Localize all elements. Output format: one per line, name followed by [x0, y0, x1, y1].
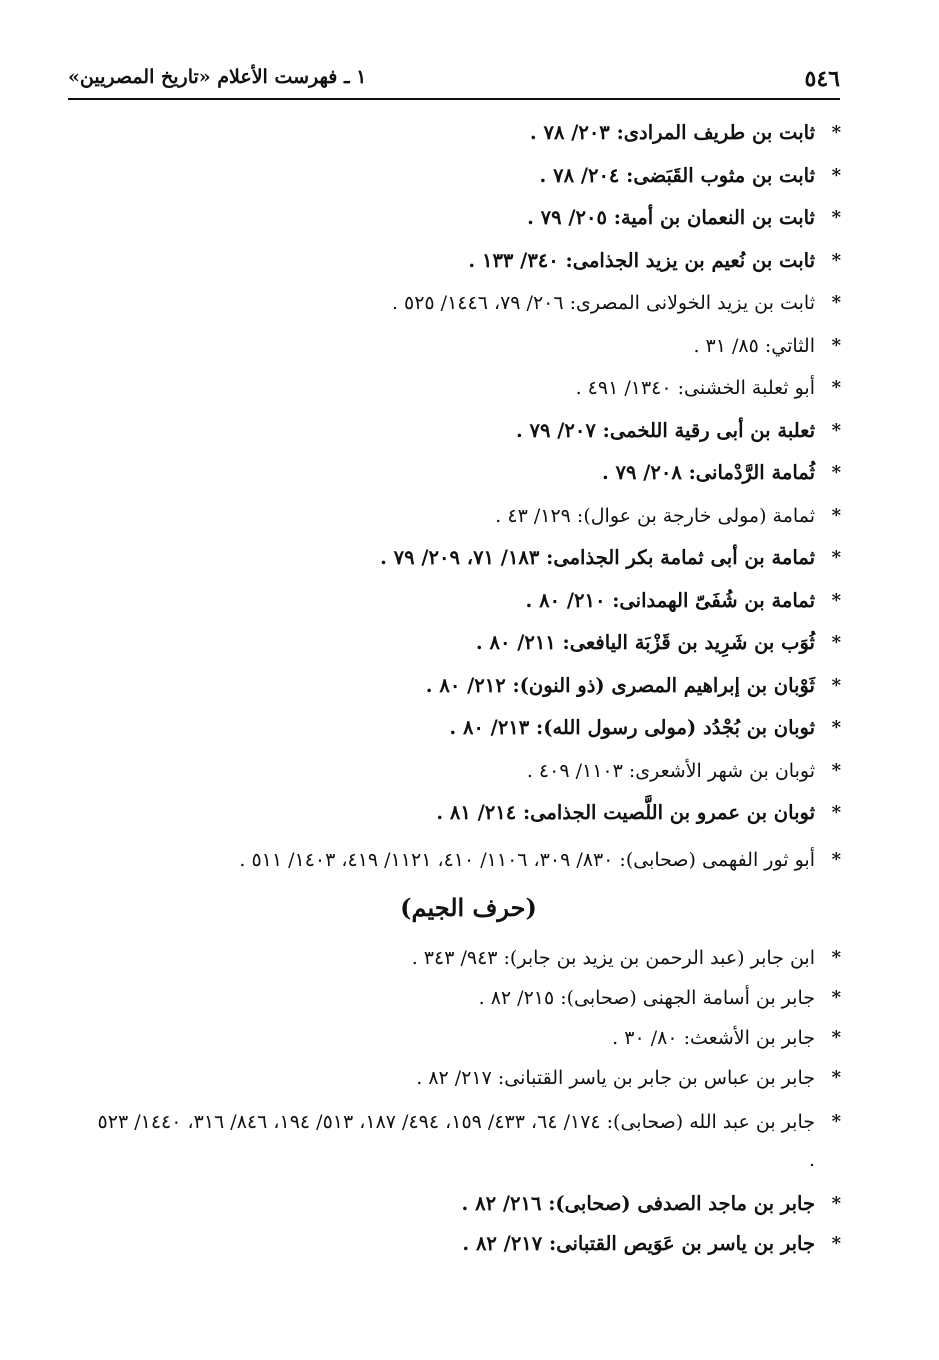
index-entry [96, 288, 841, 318]
entry-text: أبو ثور الفهمى (صحابى): ٨٣٠/ ٣٠٩، ١١٠٦/ ٤١٠، ١١٢١/ ٤١٩، ١٤٠٣/ ٥١١ . [239, 848, 815, 871]
index-entry [96, 671, 841, 701]
bullet-icon: * [831, 946, 841, 968]
bullet-icon: * [831, 292, 841, 313]
index-entry [96, 628, 841, 658]
entry-text: جابر بن عبد الله (صحابى): ١٧٤/ ٦٤، ٤٣٣/ ١٥٩، ٤٩٤/ ١٨٧، ٥١٣/ ١٩٤، ٨٤٦/ ٣١٦، ١٤٤٠/ ٥٢٣ . [97, 1110, 815, 1171]
index-entry [96, 373, 841, 403]
bullet-icon: * [831, 1232, 841, 1254]
entry-text: ثابت بن يزيد الخولانى المصرى: ٢٠٦/ ٧٩، ١٤٤٦/ ٥٢٥ . [391, 292, 815, 314]
entry-text: ثُمامة الرَّدْمانى: ٢٠٨/ ٧٩ . [601, 461, 815, 484]
bullet-icon: * [831, 674, 841, 696]
index-entry [96, 983, 841, 1013]
page-header [68, 60, 840, 100]
index-entries [96, 118, 841, 1269]
bullet-icon: * [831, 164, 841, 186]
section-heading: (حرف الجيم) [400, 892, 537, 922]
entries-section-jim [96, 943, 841, 1259]
index-entry [96, 841, 841, 879]
bullet-icon: * [831, 848, 841, 870]
entry-text: ثمامة بن أبى ثمامة بكر الجذامى: ١٨٣/ ٧١، ٢٠٩/ ٧٩ . [380, 546, 815, 569]
entry-text: جابر بن عباس بن جابر بن ياسر القتبانى: ٢١٧/ ٨٢ . [416, 1066, 815, 1089]
bullet-icon: * [831, 1110, 841, 1132]
entry-text: ثعلبة بن أبى رقية اللخمى: ٢٠٧/ ٧٩ . [515, 418, 815, 442]
header-rule [68, 98, 840, 100]
index-entry [96, 543, 841, 573]
bullet-icon: * [831, 1192, 841, 1214]
entry-text: جابر بن ياسر بن عَوَيص القتبانى: ٢١٧/ ٨٢ . [462, 1231, 815, 1255]
bullet-icon: * [831, 462, 841, 483]
index-entry [96, 798, 841, 828]
index-entry [96, 501, 841, 531]
index-entry [96, 713, 841, 743]
index-entry [96, 1229, 841, 1259]
entry-text: ابن جابر (عبد الرحمن بن يزيد بن جابر): ٩٤٣/ ٣٤٣ . [411, 946, 815, 969]
bullet-icon: * [831, 419, 841, 441]
page-number: ٥٤٦ [804, 66, 840, 92]
index-entry [96, 203, 841, 233]
entry-text: جابر بن ماجد الصدفى (صحابى): ٢١٦/ ٨٢ . [461, 1191, 815, 1215]
entry-text: ثابت بن مثوب القَبَضى: ٢٠٤/ ٧٨ . [539, 163, 815, 187]
bullet-icon: * [831, 547, 841, 568]
index-entry [96, 1023, 841, 1053]
bullet-icon: * [831, 122, 841, 143]
bullet-icon: * [831, 504, 841, 526]
entry-text: جابر بن الأشعث: ٨٠/ ٣٠ . [612, 1026, 815, 1049]
bullet-icon: * [831, 759, 841, 781]
entry-text: ثَوْبان بن إبراهيم المصرى (ذو النون): ٢١٢/ ٨٠ . [425, 673, 815, 697]
index-entry [96, 118, 841, 148]
bullet-icon: * [831, 802, 841, 823]
running-title: ١ ـ فهرست الأعلام «تاريخ المصريين» [68, 66, 367, 88]
entry-text: ثوبان بن عمرو بن اللَّصيت الجذامى: ٢١٤/ ٨١ . [436, 801, 815, 824]
bullet-icon: * [831, 207, 841, 228]
index-entry [96, 943, 841, 973]
entry-text: ثمامة بن شُفَىّ الهمدانى: ٢١٠/ ٨٠ . [525, 588, 815, 612]
entry-text: ثوبان بن بُجْدُد (مولى رسول الله): ٢١٣/ ٨٠ . [449, 716, 815, 739]
bullet-icon: * [831, 1066, 841, 1088]
entry-text: ثابت بن طريف المرادى: ٢٠٣/ ٧٨ . [529, 121, 815, 144]
index-entry [96, 756, 841, 786]
entry-text: ثُوَب بن شَرِيد بن قَزْبَة اليافعى: ٢١١/ ٨٠ . [475, 631, 815, 654]
bullet-icon: * [831, 1026, 841, 1048]
entry-text: ثوبان بن شهر الأشعرى: ١١٠٣/ ٤٠٩ . [526, 759, 815, 782]
index-entry [96, 331, 841, 361]
entry-text: ثمامة (مولى خارجة بن عوال): ١٢٩/ ٤٣ . [495, 504, 815, 527]
bullet-icon: * [831, 377, 841, 398]
bullet-icon: * [831, 632, 841, 653]
index-entry [96, 246, 841, 276]
entries-section-tha [96, 118, 841, 879]
index-entry [96, 586, 841, 616]
index-entry [96, 1103, 841, 1179]
index-entry [96, 1063, 841, 1093]
entry-text: الثاتي: ٨٥/ ٣١ . [693, 334, 815, 357]
bullet-icon: * [831, 589, 841, 611]
index-entry [96, 458, 841, 488]
entry-text: ثابت بن النعمان بن أمية: ٢٠٥/ ٧٩ . [527, 206, 815, 229]
index-entry [96, 1189, 841, 1219]
bullet-icon: * [831, 986, 841, 1008]
index-entry [96, 416, 841, 446]
entry-text: ثابت بن نُعيم بن يزيد الجذامى: ٣٤٠/ ١٣٣ . [468, 248, 815, 272]
bullet-icon: * [831, 334, 841, 356]
bullet-icon: * [831, 717, 841, 738]
index-entry [96, 161, 841, 191]
bullet-icon: * [831, 249, 841, 271]
entry-text: جابر بن أسامة الجهنى (صحابى): ٢١٥/ ٨٢ . [478, 986, 815, 1009]
entry-text: أبو ثعلبة الخشنى: ١٣٤٠/ ٤٩١ . [575, 377, 815, 399]
